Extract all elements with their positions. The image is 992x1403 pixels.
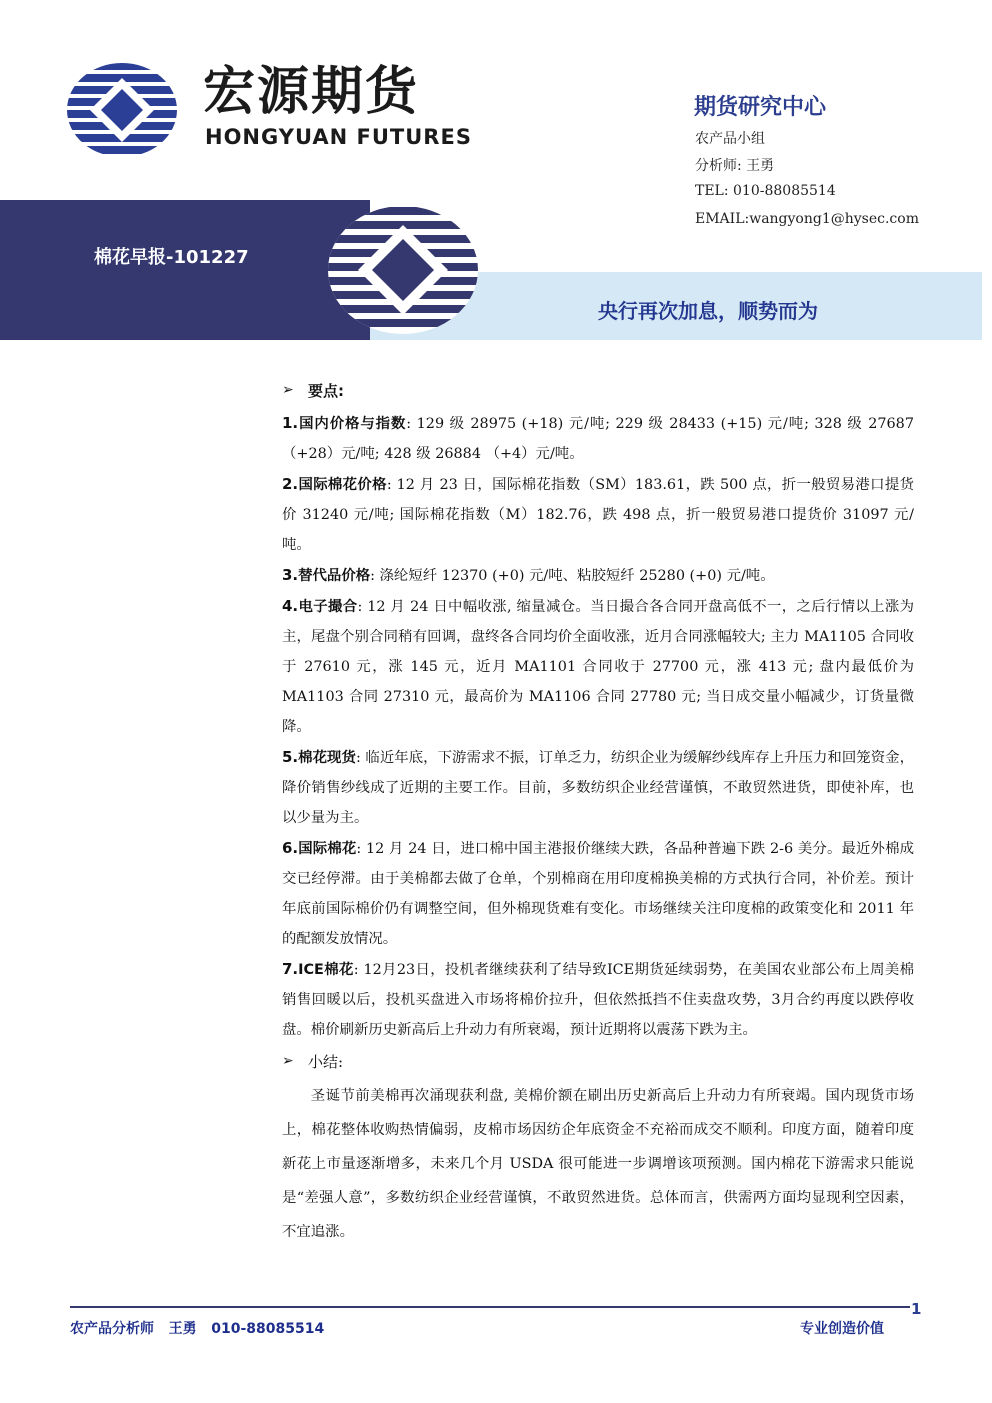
brand-name-en: HONGYUAN FUTURES [205,125,472,149]
banner-dark-band [0,200,370,340]
brand-name-cn: 宏源期货 [203,62,420,122]
arrow-bullet-icon: ➢ [282,382,294,398]
key-points-label: 要点: [308,381,344,400]
key-point-item: 5.棉花现货: 临近年底，下游需求不振，订单乏力，纺织企业为缓解纱线库存上升压力和回笼资金，降价销售纱线成了近期的主要工作。目前，多数纺织企业经营谨慎，不敢贸然进货，即使补库，也以少量为主。 [282,748,914,826]
key-point-item: 7.ICE棉花: 12月23日，投机者继续获利了结导致ICE期货延续弱势，在美国农业部公布上周美棉销售回暖以后，投机买盘进入市场将棉价拉升，但依然抵挡不住卖盘攻势，3月合约再度以跌停收盘。棉价刷新历史新高后上升动力有所衰竭，预计近期将以震荡下跌为主。 [282,960,914,1038]
arrow-bullet-icon: ➢ [282,1053,294,1069]
report-headline: 央行再次加息，顺势而为 [598,299,818,323]
banner-logo-icon [326,203,480,337]
key-point-item: 2.国际棉花价格: 12 月 23 日，国际棉花指数（SM）183.61，跌 500 点，折一般贸易港口提货价 31240 元/吨; 国际棉花指数（M）182.76，跌 498 点，折一般贸易港口提货价 31097 元/吨。 [282,475,914,553]
key-point-item: 1.国内价格与指数: 129 级 28975 (+18) 元/吨; 229 级 28433 (+15) 元/吨; 328 级 27687 （+28）元/吨; 428 级 26884 （+4）元/吨。 [282,414,914,462]
page-number: 1 [911,1300,922,1318]
email-address: EMAIL:wangyong1@hysec.com [695,211,919,227]
footer-divider [70,1306,910,1308]
hongyuan-logo-icon [66,62,178,158]
summary-text: 圣诞节前美棉再次涌现获利盘, 美棉价额在刷出历史新高后上升动力有所衰竭。国内现货市场上，棉花整体收购热情偏弱，皮棉市场因纺企年底资金不充裕而成交不顺利。印度方面，随着印度新花上市量逐渐增多，未来几个月 USDA 很可能进一步调增该项预测。国内棉花下游需求只能说是“差强人意”，多数纺织企业经营谨慎，不敢贸然进货。总体而言，供需两方面均显现利空因素，不宜追涨。 [282,1088,914,1240]
research-center-title: 期货研究中心 [694,95,827,120]
summary-label: 小结: [308,1052,344,1071]
key-points-heading [282,376,914,404]
tel-number: TEL: 010-88085514 [695,183,836,199]
report-title: 棉花早报-101227 [94,247,249,268]
footer-analyst-info: 农产品分析师 王勇 010-88085514 [70,1321,325,1337]
summary-heading [282,1047,914,1075]
group-name: 农产品小组 [695,131,765,147]
key-point-item: 4.电子撮合: 12 月 24 日中幅收涨, 缩量减仓。当日撮合各合同开盘高低不一，之后行情以上涨为主，尾盘个别合同稍有回调，盘终各合同均价全面收涨，近月合同涨幅较大; 主力 MA1105 合同收于 27610 元，涨 145 元，近月 MA1101 合同收于 27700 元，涨 413 元; 盘内最低价为 MA1103 合同 27310 元，最高价为 MA1106 合同 27780 元; 当日成交量小幅减少，订货量微降。 [282,597,914,735]
key-point-item: 6.国际棉花: 12 月 24 日，进口棉中国主港报价继续大跌，各品种普遍下跌 2-6 美分。最近外棉成交已经停滞。由于美棉都去做了仓单，个别棉商在用印度棉换美棉的方式执行合同，补价差。预计年底前国际棉价仍有调整空间，但外棉现货难有变化。市场继续关注印度棉的政策变化和 2011 年的配额发放情况。 [282,839,914,947]
footer-slogan: 专业创造价值 [800,1321,884,1337]
report-content [282,376,914,1249]
key-point-item: 3.替代品价格: 涤纶短纤 12370 (+0) 元/吨、粘胶短纤 25280 (+0) 元/吨。 [282,566,775,584]
analyst-name: 分析师: 王勇 [695,158,775,174]
